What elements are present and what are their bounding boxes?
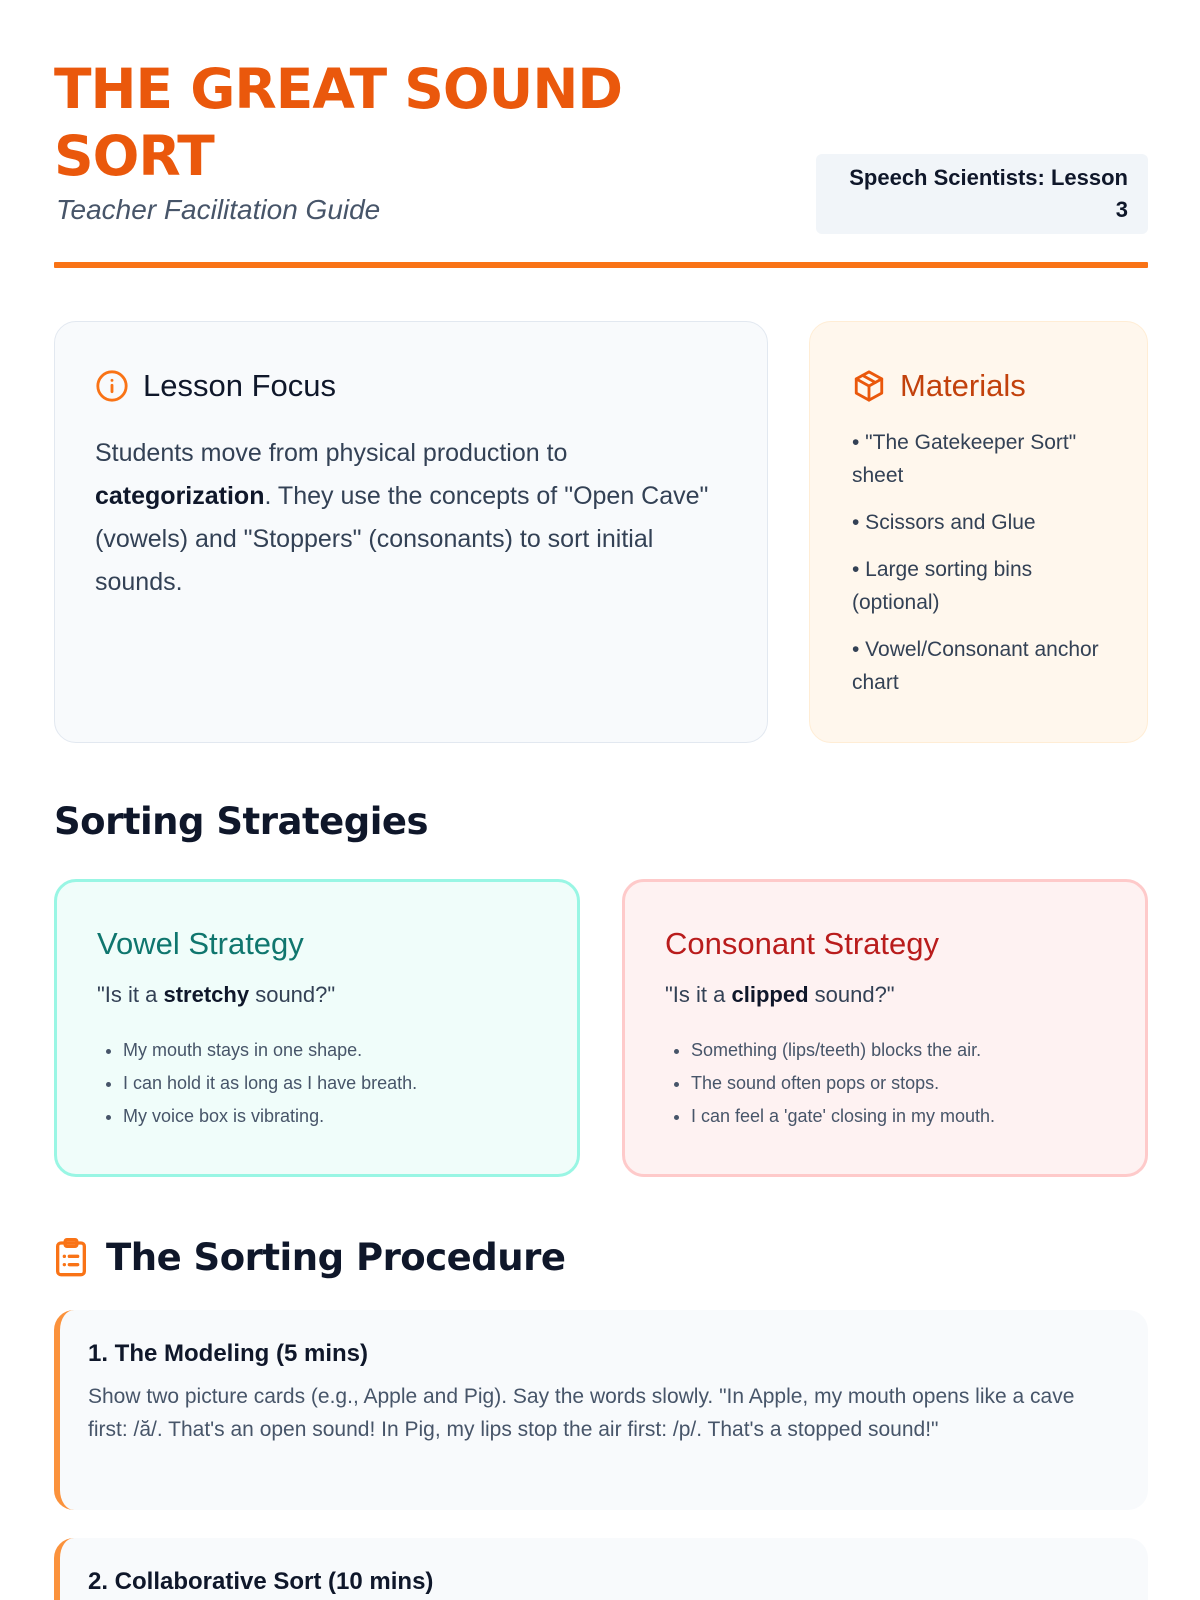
package-icon: [852, 369, 886, 403]
vowel-strategy-list: [97, 1034, 537, 1133]
page-title: THE GREAT SOUND SORT: [54, 57, 623, 188]
list-item: • My mouth stays in one shape.: [123, 1034, 537, 1067]
list-item: • Large sorting bins (optional): [852, 558, 1033, 614]
list-item: • Vowel/Consonant anchor chart: [852, 638, 1099, 694]
question-part: sound?": [808, 982, 895, 1007]
consonant-strategy-list: [665, 1034, 1105, 1133]
page-subtitle: Teacher Facilitation Guide: [56, 194, 381, 225]
vowel-strategy-card: [54, 879, 580, 1177]
step-title: 1. The Modeling (5 mins): [88, 1340, 369, 1367]
list-item: • The sound often pops or stops.: [691, 1067, 1105, 1100]
list-item: • Scissors and Glue: [852, 511, 1036, 534]
header-divider: [54, 262, 1148, 268]
materials-header: [852, 366, 1107, 406]
list-item: • I can feel a 'gate' closing in my mouth.: [691, 1100, 1105, 1133]
question-part: "Is it a: [665, 982, 732, 1007]
focus-text-part: . They use the concepts of "Open Cave" (vowels) and "Stoppers" (consonants) to sort initial sounds.: [95, 482, 709, 596]
consonant-strategy-question: [665, 982, 1105, 1008]
procedure-step: [54, 1538, 1148, 1600]
procedure-header: [54, 1236, 565, 1279]
list-item: • I can hold it as long as I have breath.: [123, 1067, 537, 1100]
list-item: • "The Gatekeeper Sort" sheet: [852, 431, 1077, 487]
step-text: Show two picture cards (e.g., Apple and Pig). Say the words slowly. "In Apple, my mouth opens like a cave first: /ă/. That's an open sound! In Pig, my lips stop the air first: /p/. That's a stopped sound!": [88, 1385, 1075, 1441]
question-bold: stretchy: [163, 982, 250, 1007]
question-part: "Is it a: [97, 982, 164, 1007]
materials-card: [809, 321, 1148, 743]
materials-list: [852, 426, 1107, 699]
focus-text-part: Students move from physical production to: [95, 439, 568, 467]
procedure-step: [54, 1310, 1148, 1510]
lesson-focus-header: [95, 366, 727, 406]
procedure-heading: The Sorting Procedure: [106, 1236, 566, 1279]
vowel-strategy-question: [97, 982, 537, 1008]
list-item: • Something (lips/teeth) blocks the air.: [691, 1034, 1105, 1067]
consonant-strategy-card: [622, 879, 1148, 1177]
lesson-badge: Speech Scientists: Lesson 3: [816, 154, 1148, 234]
sorting-strategies-heading: Sorting Strategies: [54, 800, 429, 843]
info-icon: [95, 369, 129, 403]
question-bold: clipped: [731, 982, 809, 1007]
consonant-strategy-title: Consonant Strategy: [665, 926, 940, 961]
list-item: • My voice box is vibrating.: [123, 1100, 537, 1133]
clipboard-icon: [54, 1238, 88, 1278]
lesson-focus-title: Lesson Focus: [143, 368, 336, 403]
question-part: sound?": [249, 982, 336, 1007]
lesson-focus-card: [54, 321, 768, 743]
page-header: [54, 56, 1148, 268]
focus-text-bold: categorization: [95, 482, 265, 510]
vowel-strategy-title: Vowel Strategy: [97, 926, 304, 961]
step-title: 2. Collaborative Sort (10 mins): [88, 1568, 434, 1595]
materials-title: Materials: [900, 368, 1026, 403]
lesson-focus-text: [95, 432, 727, 604]
